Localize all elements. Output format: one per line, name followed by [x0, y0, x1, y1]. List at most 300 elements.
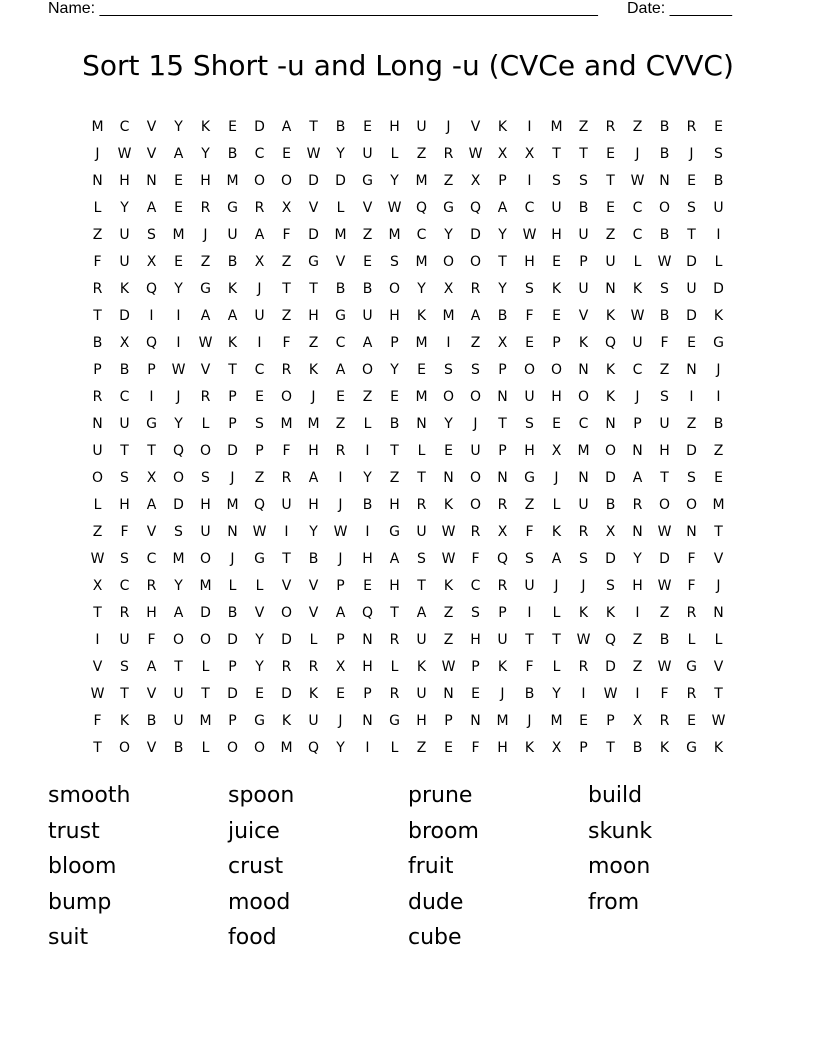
- grid-letter: H: [389, 496, 400, 513]
- grid-letter: A: [173, 145, 184, 162]
- grid-letter: S: [444, 361, 453, 378]
- grid-letter: I: [716, 226, 721, 243]
- grid-letter: F: [687, 577, 696, 594]
- date-field-label: Date: _______: [627, 0, 732, 17]
- grid-letter: H: [200, 496, 211, 513]
- grid-letter: O: [604, 442, 617, 459]
- grid-letter: D: [281, 685, 292, 702]
- grid-letter: T: [660, 469, 669, 486]
- grid-letter: K: [578, 604, 589, 621]
- grid-letter: R: [200, 199, 211, 216]
- grid-letter: O: [523, 361, 536, 378]
- grid-letter: O: [685, 496, 698, 513]
- grid-letter: B: [146, 712, 157, 729]
- grid-letter: O: [388, 280, 401, 297]
- grid-letter: Z: [632, 658, 643, 675]
- grid-letter: U: [119, 253, 130, 270]
- grid-letter: C: [146, 550, 157, 567]
- grid-letter: L: [714, 631, 723, 648]
- grid-letter: E: [552, 415, 561, 432]
- grid-letter: C: [254, 145, 265, 162]
- grid-letter: Z: [308, 334, 319, 351]
- grid-letter: N: [686, 361, 697, 378]
- grid-letter: J: [176, 388, 181, 405]
- grid-letter: B: [227, 145, 238, 162]
- grid-letter: N: [443, 469, 454, 486]
- grid-letter: I: [365, 739, 370, 756]
- grid-letter: Y: [174, 280, 183, 297]
- grid-letter: U: [254, 307, 265, 324]
- grid-letter: O: [226, 739, 239, 756]
- grid-letter: Q: [145, 334, 158, 351]
- grid-letter: P: [228, 658, 237, 675]
- grid-letter: K: [308, 685, 319, 702]
- grid-letter: P: [228, 388, 237, 405]
- grid-letter: W: [117, 145, 132, 162]
- grid-letter: N: [497, 469, 508, 486]
- word-list-item: cube: [408, 925, 462, 950]
- grid-letter: Y: [174, 118, 183, 135]
- grid-letter: M: [307, 415, 320, 432]
- grid-letter: C: [119, 577, 130, 594]
- grid-letter: X: [254, 253, 265, 270]
- grid-letter: K: [443, 496, 454, 513]
- grid-letter: M: [415, 253, 428, 270]
- grid-letter: F: [525, 523, 534, 540]
- grid-letter: K: [497, 118, 508, 135]
- grid-letter: B: [335, 280, 346, 297]
- grid-letter: X: [470, 172, 481, 189]
- grid-letter: N: [362, 712, 373, 729]
- grid-letter: R: [281, 361, 292, 378]
- grid-letter: A: [551, 550, 562, 567]
- grid-letter: N: [470, 712, 481, 729]
- page-title: Sort 15 Short -u and Long -u (CVCe and CVVC): [82, 49, 734, 82]
- grid-letter: X: [497, 523, 508, 540]
- grid-letter: T: [417, 577, 426, 594]
- word-list-item: bloom: [48, 854, 117, 879]
- grid-letter: N: [713, 604, 724, 621]
- grid-letter: U: [416, 118, 427, 135]
- grid-letter: N: [416, 415, 427, 432]
- grid-letter: B: [497, 307, 508, 324]
- grid-letter: K: [443, 577, 454, 594]
- grid-letter: P: [228, 712, 237, 729]
- grid-letter: G: [254, 550, 265, 567]
- grid-letter: Y: [390, 361, 399, 378]
- grid-letter: T: [552, 145, 561, 162]
- grid-letter: L: [390, 658, 399, 675]
- grid-letter: A: [470, 307, 481, 324]
- grid-letter: E: [714, 118, 723, 135]
- grid-letter: G: [308, 253, 319, 270]
- grid-letter: E: [390, 388, 399, 405]
- grid-letter: R: [389, 631, 400, 648]
- grid-letter: K: [281, 712, 292, 729]
- grid-letter: R: [92, 388, 103, 405]
- grid-letter: T: [606, 739, 615, 756]
- grid-letter: N: [659, 172, 670, 189]
- grid-letter: E: [255, 685, 264, 702]
- grid-letter: T: [417, 469, 426, 486]
- grid-letter: O: [550, 361, 563, 378]
- grid-letter: O: [442, 253, 455, 270]
- grid-letter: D: [605, 658, 616, 675]
- grid-letter: Y: [336, 145, 345, 162]
- grid-letter: Q: [172, 442, 185, 459]
- grid-letter: K: [308, 361, 319, 378]
- grid-letter: N: [578, 361, 589, 378]
- grid-letter: R: [632, 496, 643, 513]
- grid-letter: Q: [361, 604, 374, 621]
- grid-letter: S: [660, 280, 669, 297]
- grid-letter: E: [282, 145, 291, 162]
- grid-letter: D: [173, 496, 184, 513]
- grid-letter: V: [146, 118, 157, 135]
- grid-letter: A: [362, 334, 373, 351]
- grid-letter: B: [713, 415, 724, 432]
- grid-letter: B: [659, 145, 670, 162]
- grid-letter: U: [524, 577, 535, 594]
- grid-letter: T: [93, 307, 102, 324]
- grid-letter: G: [200, 280, 211, 297]
- grid-letter: Z: [335, 415, 346, 432]
- grid-letter: X: [92, 577, 103, 594]
- grid-letter: S: [201, 469, 210, 486]
- grid-letter: D: [659, 550, 670, 567]
- grid-letter: K: [551, 280, 562, 297]
- grid-letter: U: [551, 199, 562, 216]
- grid-letter: Z: [281, 307, 292, 324]
- grid-letter: U: [416, 685, 427, 702]
- grid-letter: I: [527, 172, 532, 189]
- grid-letter: S: [525, 280, 534, 297]
- grid-letter: K: [659, 739, 670, 756]
- grid-letter: Y: [390, 172, 399, 189]
- grid-letter: W: [603, 685, 618, 702]
- grid-letter: F: [282, 442, 291, 459]
- grid-letter: V: [578, 307, 589, 324]
- grid-letter: B: [389, 415, 400, 432]
- grid-letter: W: [630, 172, 645, 189]
- grid-letter: M: [226, 496, 239, 513]
- grid-letter: Y: [552, 685, 561, 702]
- grid-letter: P: [363, 685, 372, 702]
- grid-letter: W: [90, 550, 105, 567]
- grid-letter: B: [659, 307, 670, 324]
- grid-letter: G: [524, 469, 535, 486]
- grid-letter: S: [417, 550, 426, 567]
- grid-letter: H: [551, 226, 562, 243]
- word-list-item: moon: [588, 854, 651, 879]
- grid-letter: R: [686, 118, 697, 135]
- grid-letter: K: [227, 280, 238, 297]
- grid-letter: M: [280, 739, 293, 756]
- grid-letter: X: [146, 253, 157, 270]
- grid-letter: E: [174, 172, 183, 189]
- grid-letter: S: [552, 172, 561, 189]
- grid-letter: J: [635, 388, 640, 405]
- grid-letter: O: [199, 442, 212, 459]
- grid-letter: T: [714, 685, 723, 702]
- grid-letter: B: [578, 199, 589, 216]
- grid-letter: Y: [363, 469, 372, 486]
- grid-letter: D: [713, 280, 724, 297]
- grid-letter: D: [119, 307, 130, 324]
- grid-letter: U: [659, 415, 670, 432]
- grid-letter: L: [201, 415, 210, 432]
- grid-letter: E: [336, 388, 345, 405]
- grid-letter: D: [227, 442, 238, 459]
- grid-letter: B: [632, 739, 643, 756]
- grid-letter: T: [120, 685, 129, 702]
- grid-letter: O: [91, 469, 104, 486]
- grid-letter: Y: [120, 199, 129, 216]
- grid-letter: Z: [443, 604, 454, 621]
- grid-letter: B: [335, 118, 346, 135]
- grid-letter: S: [525, 415, 534, 432]
- grid-letter: U: [497, 631, 508, 648]
- grid-letter: W: [198, 334, 213, 351]
- grid-letter: R: [416, 496, 427, 513]
- grid-letter: N: [632, 523, 643, 540]
- grid-letter: V: [146, 145, 157, 162]
- grid-letter: J: [311, 388, 316, 405]
- grid-letter: F: [282, 226, 291, 243]
- grid-letter: F: [660, 685, 669, 702]
- grid-letter: W: [657, 577, 672, 594]
- grid-letter: H: [362, 550, 373, 567]
- grid-letter: K: [605, 361, 616, 378]
- grid-letter: J: [230, 550, 235, 567]
- grid-letter: R: [497, 577, 508, 594]
- grid-letter: Z: [659, 604, 670, 621]
- grid-letter: M: [415, 172, 428, 189]
- grid-letter: E: [471, 685, 480, 702]
- grid-letter: X: [497, 334, 508, 351]
- grid-letter: I: [527, 118, 532, 135]
- grid-letter: S: [714, 145, 723, 162]
- grid-letter: W: [522, 226, 537, 243]
- grid-letter: L: [201, 658, 210, 675]
- grid-letter: P: [444, 712, 453, 729]
- grid-letter: A: [200, 307, 211, 324]
- grid-letter: U: [578, 280, 589, 297]
- word-list-item: juice: [228, 818, 280, 844]
- grid-letter: S: [660, 388, 669, 405]
- grid-letter: E: [687, 712, 696, 729]
- grid-letter: U: [362, 307, 373, 324]
- grid-letter: L: [390, 145, 399, 162]
- grid-letter: T: [714, 523, 723, 540]
- grid-letter: X: [605, 523, 616, 540]
- grid-letter: W: [252, 523, 267, 540]
- grid-letter: B: [362, 496, 373, 513]
- grid-letter: G: [713, 334, 724, 351]
- grid-letter: M: [550, 118, 563, 135]
- grid-letter: L: [363, 415, 372, 432]
- grid-letter: E: [714, 469, 723, 486]
- grid-letter: L: [687, 631, 696, 648]
- grid-letter: U: [524, 388, 535, 405]
- grid-letter: O: [469, 496, 482, 513]
- grid-letter: I: [149, 307, 154, 324]
- grid-letter: U: [362, 145, 373, 162]
- grid-letter: A: [416, 604, 427, 621]
- grid-letter: H: [146, 604, 157, 621]
- grid-letter: R: [686, 685, 697, 702]
- grid-letter: W: [387, 199, 402, 216]
- grid-letter: F: [120, 523, 129, 540]
- grid-letter: Q: [415, 199, 428, 216]
- grid-letter: E: [606, 145, 615, 162]
- grid-letter: C: [632, 226, 643, 243]
- grid-letter: I: [365, 442, 370, 459]
- grid-letter: J: [338, 712, 343, 729]
- grid-letter: T: [201, 685, 210, 702]
- grid-letter: Y: [174, 415, 183, 432]
- grid-letter: L: [552, 604, 561, 621]
- grid-letter: B: [92, 334, 103, 351]
- grid-letter: C: [416, 226, 427, 243]
- grid-letter: G: [389, 523, 400, 540]
- grid-letter: T: [498, 253, 507, 270]
- grid-letter: V: [254, 604, 265, 621]
- grid-letter: M: [550, 712, 563, 729]
- grid-letter: J: [203, 226, 208, 243]
- grid-letter: L: [228, 577, 237, 594]
- grid-letter: A: [146, 199, 157, 216]
- grid-letter: X: [443, 280, 454, 297]
- grid-letter: K: [200, 118, 211, 135]
- grid-letter: Y: [444, 415, 453, 432]
- grid-letter: W: [657, 523, 672, 540]
- grid-letter: E: [174, 199, 183, 216]
- grid-letter: O: [280, 604, 293, 621]
- grid-letter: O: [577, 388, 590, 405]
- grid-letter: C: [632, 361, 643, 378]
- grid-letter: I: [635, 604, 640, 621]
- grid-letter: H: [389, 307, 400, 324]
- grid-letter: K: [713, 739, 724, 756]
- grid-letter: P: [579, 253, 588, 270]
- grid-letter: H: [119, 496, 130, 513]
- grid-letter: K: [605, 307, 616, 324]
- grid-letter: S: [120, 658, 129, 675]
- grid-letter: Q: [604, 631, 617, 648]
- grid-letter: J: [473, 415, 478, 432]
- grid-letter: U: [281, 496, 292, 513]
- grid-letter: D: [281, 631, 292, 648]
- grid-letter: B: [713, 172, 724, 189]
- grid-letter: V: [335, 253, 346, 270]
- grid-letter: U: [578, 496, 589, 513]
- grid-letter: X: [632, 712, 643, 729]
- word-list-item: broom: [408, 818, 479, 844]
- grid-letter: Y: [417, 280, 426, 297]
- grid-letter: P: [498, 604, 507, 621]
- grid-letter: A: [146, 496, 157, 513]
- grid-letter: N: [605, 415, 616, 432]
- grid-letter: P: [498, 361, 507, 378]
- grid-letter: H: [470, 631, 481, 648]
- grid-letter: P: [471, 658, 480, 675]
- grid-letter: K: [227, 334, 238, 351]
- grid-letter: J: [446, 118, 451, 135]
- grid-letter: A: [281, 118, 292, 135]
- grid-letter: A: [254, 226, 265, 243]
- grid-letter: R: [254, 199, 265, 216]
- grid-letter: Z: [659, 361, 670, 378]
- grid-letter: F: [471, 739, 480, 756]
- grid-letter: Z: [686, 415, 697, 432]
- grid-letter: U: [416, 523, 427, 540]
- grid-letter: H: [362, 658, 373, 675]
- grid-letter: X: [551, 442, 562, 459]
- grid-letter: M: [442, 307, 455, 324]
- grid-letter: J: [230, 469, 235, 486]
- grid-letter: C: [578, 415, 589, 432]
- grid-letter: X: [146, 469, 157, 486]
- grid-letter: T: [309, 118, 318, 135]
- word-list-item: spoon: [228, 783, 295, 808]
- grid-letter: P: [633, 415, 642, 432]
- grid-letter: B: [362, 280, 373, 297]
- grid-letter: H: [659, 442, 670, 459]
- grid-letter: I: [257, 334, 262, 351]
- word-list-item: crust: [228, 854, 284, 879]
- grid-letter: B: [659, 226, 670, 243]
- grid-letter: F: [147, 631, 156, 648]
- grid-letter: R: [389, 685, 400, 702]
- grid-letter: J: [527, 712, 532, 729]
- grid-letter: I: [365, 523, 370, 540]
- grid-letter: U: [173, 712, 184, 729]
- grid-letter: R: [578, 523, 589, 540]
- grid-letter: M: [226, 172, 239, 189]
- grid-letter: A: [389, 550, 400, 567]
- grid-letter: Z: [416, 739, 427, 756]
- grid-letter: W: [333, 523, 348, 540]
- grid-letter: T: [228, 361, 237, 378]
- grid-letter: J: [554, 469, 559, 486]
- grid-letter: K: [551, 523, 562, 540]
- grid-letter: Q: [604, 334, 617, 351]
- grid-letter: N: [92, 172, 103, 189]
- grid-letter: P: [147, 361, 156, 378]
- grid-letter: E: [228, 118, 237, 135]
- grid-letter: U: [605, 253, 616, 270]
- grid-letter: I: [284, 523, 289, 540]
- grid-letter: R: [686, 604, 697, 621]
- grid-letter: L: [714, 253, 723, 270]
- grid-letter: J: [95, 145, 100, 162]
- grid-letter: R: [335, 442, 346, 459]
- grid-letter: H: [497, 739, 508, 756]
- grid-letter: V: [308, 604, 319, 621]
- grid-letter: P: [579, 739, 588, 756]
- grid-letter: K: [416, 307, 427, 324]
- grid-letter: B: [308, 550, 319, 567]
- grid-letter: S: [255, 415, 264, 432]
- grid-letter: J: [716, 577, 721, 594]
- grid-letter: R: [92, 280, 103, 297]
- grid-letter: S: [525, 550, 534, 567]
- grid-letter: F: [525, 658, 534, 675]
- grid-letter: V: [713, 550, 724, 567]
- grid-letter: W: [711, 712, 726, 729]
- word-list-item: trust: [48, 818, 100, 844]
